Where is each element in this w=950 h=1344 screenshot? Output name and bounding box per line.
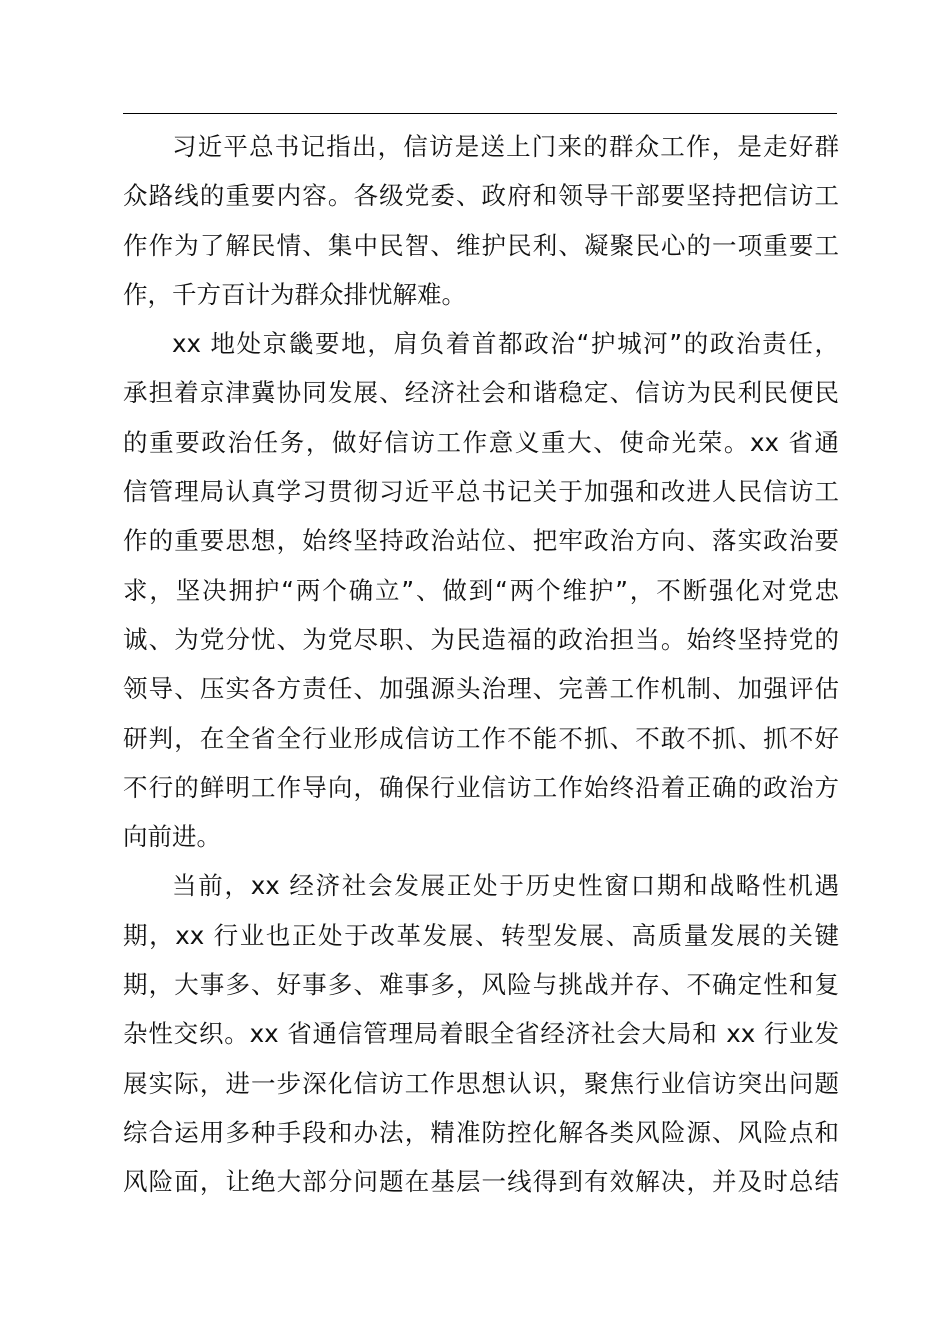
text-line: 习近平总书记指出，信访是送上门来的群众工作，是走好群 [172, 132, 839, 161]
text-line: 综合运用多种手段和办法，精准防控化解各类风险源、风险点和 [123, 1117, 839, 1147]
paragraph-3 [123, 861, 839, 1206]
text-line: 当前，xx 经济社会发展正处于历史性窗口期和战略性机遇 [172, 871, 839, 901]
text-line: 求，坚决拥护“两个确立”、做到“两个维护”，不断强化对党忠 [123, 575, 839, 605]
paragraph-2 [123, 319, 839, 861]
text-line: 众路线的重要内容。各级党委、政府和领导干部要坚持把信访工 [123, 181, 839, 211]
text-line: 作，千方百计为群众排忧解难。 [123, 279, 466, 309]
text-line: 诚、为党分忧、为党尽职、为民造福的政治担当。始终坚持党的 [123, 624, 839, 654]
text-line: 作的重要思想，始终坚持政治站位、把牢政治方向、落实政治要 [123, 526, 839, 556]
text-line: xx 地处京畿要地，肩负着首都政治“护城河”的政治责任， [172, 329, 839, 359]
text-line: 风险面，让绝大部分问题在基层一线得到有效解决，并及时总结 [123, 1167, 839, 1197]
text-line: 信管理局认真学习贯彻习近平总书记关于加强和改进人民信访工 [123, 477, 839, 507]
text-line: 研判，在全省全行业形成信访工作不能不抓、不敢不抓、抓不好 [123, 723, 839, 753]
text-line: 展实际，进一步深化信访工作思想认识，聚焦行业信访突出问题 [123, 1068, 839, 1098]
text-line: 承担着京津冀协同发展、经济社会和谐稳定、信访为民利民便民 [123, 378, 839, 408]
document-body [123, 122, 839, 1207]
text-line: 的重要政治任务，做好信访工作意义重大、使命光荣。xx 省通 [123, 427, 839, 457]
text-line: 作作为了解民情、集中民智、维护民利、凝聚民心的一项重要工 [123, 230, 839, 260]
text-line: 不行的鲜明工作导向，确保行业信访工作始终沿着正确的政治方 [123, 772, 839, 802]
paragraph-1 [123, 122, 839, 319]
text-line: 期，大事多、好事多、难事多，风险与挑战并存、不确定性和复 [123, 970, 839, 1000]
text-line: 杂性交织。xx 省通信管理局着眼全省经济社会大局和 xx 行业发 [123, 1019, 839, 1049]
text-line: 向前进。 [123, 822, 221, 852]
text-line: 领导、压实各方责任、加强源头治理、完善工作机制、加强评估 [123, 674, 839, 704]
header-rule [123, 113, 837, 114]
text-line: 期，xx 行业也正处于改革发展、转型发展、高质量发展的关键 [123, 920, 839, 950]
